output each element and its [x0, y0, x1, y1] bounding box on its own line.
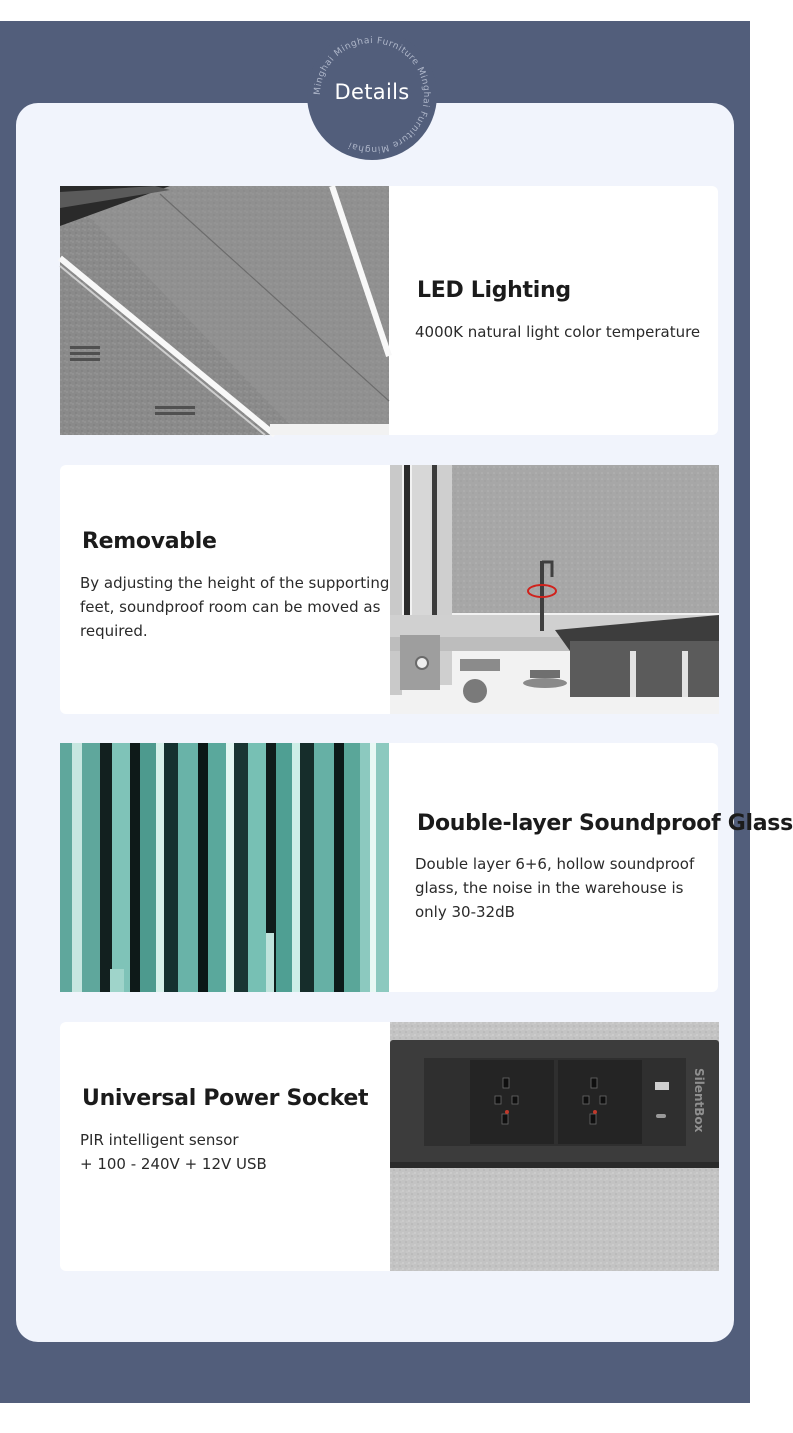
details-panel [16, 103, 793, 1342]
feature-title: LED Lighting [417, 278, 571, 303]
feature-title: Universal Power Socket [82, 1086, 369, 1111]
feature-title: Removable [82, 529, 217, 554]
glass-panels-photo [60, 743, 389, 992]
page-title: Details [334, 80, 410, 104]
badge-ring-label: Minghai Minghai Furniture Minghai Furniture Minghai [312, 35, 432, 155]
feature-description: PIR intelligent sensor + 100 - 240V + 12V USB [80, 1131, 267, 1173]
feature-card-soundproof-glass [60, 743, 793, 992]
feature-description: 4000K natural light color temperature [415, 323, 701, 341]
feature-title: Double-layer Soundproof Glass [417, 811, 793, 836]
feature-text [60, 1022, 389, 1271]
feature-card-power-socket [60, 1022, 718, 1271]
feature-description: By adjusting the height of the supporting feet, soundproof room can be moved as required. [80, 574, 390, 640]
feature-text [389, 186, 718, 435]
feature-card-removable [60, 465, 718, 714]
power-socket-photo [390, 1022, 719, 1271]
feature-description: Double layer 6+6, hollow soundproof glass, the noise in the warehouse is only 30-32dB [415, 855, 695, 921]
device-brand-label: SilentBox [692, 1068, 706, 1133]
details-badge [307, 30, 437, 160]
feature-card-led-lighting [60, 186, 718, 435]
adjustable-feet-photo [390, 465, 719, 714]
feature-text [60, 465, 389, 714]
led-ceiling-photo [60, 186, 389, 435]
feature-text [389, 743, 793, 992]
